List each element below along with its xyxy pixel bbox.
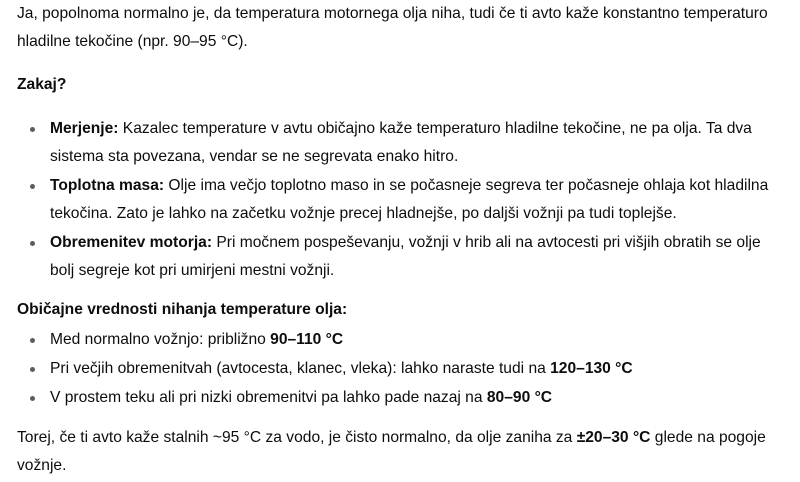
list-item-text: Kazalec temperature v avtu običajno kaže temperaturo hladilne tekočine, ne pa olja. Ta dva sistema sta povezana, vendar se ne segrevata enako hitro. (50, 120, 752, 165)
intro-paragraph: Ja, popolnoma normalno je, da temperatura motornega olja niha, tudi če ti avto kaže konstantno temperaturo hladilne tekočine (npr. 90–95 °C). (17, 5, 768, 50)
list-item-high-load (17, 355, 787, 383)
list-item-measurement (17, 115, 787, 171)
conclusion-text-after: glede na pogoje vožnje. (17, 429, 766, 474)
list-item-term: Merjenje: (50, 120, 119, 137)
values-heading: Običajne vrednosti nihanja temperature olja: (17, 301, 348, 318)
list-item-idle (17, 384, 787, 412)
list-item-text: Pri večjih obremenitvah (avtocesta, klanec, vleka): lahko naraste tudi na (50, 360, 551, 377)
list-item-text: Olje ima večjo toplotno maso in se počasneje segreva ter počasneje ohlaja kot hladilna tekočina. Zato je lahko na začetku vožnje precej hladnejše, po daljši vožnji pa tudi toplejše. (50, 177, 769, 222)
conclusion-paragraph (17, 424, 777, 480)
temperature-value: 80–90 °C (486, 389, 553, 406)
list-item-thermal-mass (17, 172, 787, 228)
reasons-list (17, 115, 787, 286)
temperature-value: 90–110 °C (270, 331, 344, 348)
list-item-text: Med normalno vožnjo: približno (50, 331, 271, 348)
values-list (17, 326, 787, 413)
list-item-term: Toplotna masa: (50, 177, 165, 194)
list-item-text: V prostem teku ali pri nizki obremenitvi pa lahko pade nazaj na (50, 389, 487, 406)
list-item-text: Pri močnem pospeševanju, vožnji v hrib ali na avtocesti pri višjih obratih se olje bolj segreje kot pri umirjeni mestni vožnji. (50, 234, 761, 279)
temperature-value: 120–130 °C (550, 360, 633, 377)
conclusion-text-before: Torej, če ti avto kaže stalnih ~95 °C za vodo, je čisto normalno, da olje zaniha za (17, 429, 577, 446)
list-item-term: Obremenitev motorja: (50, 234, 213, 251)
why-heading: Zakaj? (17, 76, 67, 93)
list-item-normal-driving (17, 326, 787, 354)
list-item-engine-load (17, 229, 787, 285)
conclusion-highlight: ±20–30 °C (576, 429, 651, 446)
